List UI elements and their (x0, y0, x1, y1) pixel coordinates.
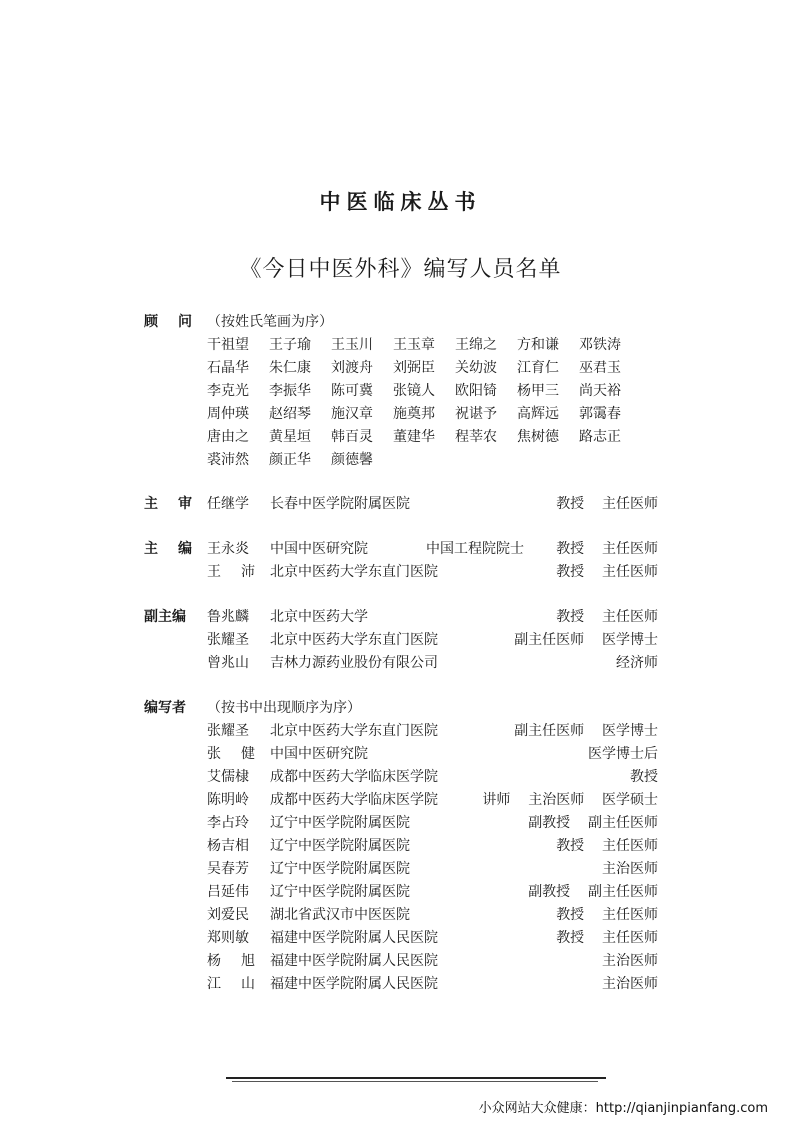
staff-name: 曾兆山 (207, 655, 249, 671)
advisor-name: 韩百灵 (331, 429, 373, 445)
staff-affiliation: 辽宁中医学院附属医院 (270, 815, 410, 831)
advisor-name: 程莘农 (455, 429, 497, 445)
advisors-note: （按姓氏笔画为序） (207, 314, 333, 330)
advisor-name: 刘渡舟 (331, 360, 373, 376)
watermark: 小众网站大众健康：http://qianjinpianfang.com (478, 1101, 768, 1116)
advisor-name: 裘沛然 (207, 452, 249, 468)
staff-name: 张耀圣 (207, 632, 249, 648)
advisor-name: 王玉章 (393, 337, 435, 353)
staff-row (0, 561, 801, 584)
staff-row (0, 493, 801, 516)
staff-row (0, 812, 801, 835)
staff-row (0, 629, 801, 652)
advisor-name: 李克光 (207, 383, 249, 399)
staff-name: 杨吉相 (207, 838, 249, 854)
advisor-row (207, 449, 393, 472)
staff-affiliation: 北京中医药大学东直门医院 (270, 564, 438, 580)
staff-affiliation: 辽宁中医学院附属医院 (270, 861, 410, 877)
staff-name: 张耀圣 (207, 723, 249, 739)
advisor-name: 张镜人 (393, 383, 435, 399)
staff-titles: 主治医师 (602, 861, 658, 877)
staff-row (0, 538, 801, 561)
staff-affiliation: 中国中医研究院 (270, 541, 368, 557)
staff-affiliation: 辽宁中医学院附属医院 (270, 884, 410, 900)
advisor-name: 黄星垣 (269, 429, 311, 445)
advisor-name: 颜德馨 (331, 452, 373, 468)
advisor-name: 赵绍琴 (269, 406, 311, 422)
staff-affiliation: 长春中医学院附属医院 (270, 496, 410, 512)
staff-titles: 副教授 副主任医师 (528, 815, 658, 831)
staff-name: 王永炎 (207, 541, 249, 557)
advisor-name: 干祖望 (207, 337, 249, 353)
advisor-name: 王玉川 (331, 337, 373, 353)
advisor-name: 刘弼臣 (393, 360, 435, 376)
series-title: 中医临床丛书 (319, 190, 482, 214)
advisor-name: 杨甲三 (517, 383, 559, 399)
staff-name: 鲁兆麟 (207, 609, 249, 625)
staff-row (0, 652, 801, 675)
advisor-name: 焦树德 (517, 429, 559, 445)
staff-honor: 中国工程院院士 (426, 541, 524, 557)
advisor-name: 方和谦 (517, 337, 559, 353)
staff-titles: 副主任医师 医学博士 (514, 632, 658, 648)
advisor-name: 郭霭春 (579, 406, 621, 422)
staff-name: 吕延伟 (207, 884, 249, 900)
staff-titles: 主治医师 (602, 953, 658, 969)
staff-row (0, 743, 801, 766)
staff-titles: 讲师 主治医师 医学硕士 (482, 792, 658, 808)
staff-titles: 教授 主任医师 (556, 609, 658, 625)
staff-row (0, 950, 801, 973)
advisor-name: 邓铁涛 (579, 337, 621, 353)
advisor-name: 李振华 (269, 383, 311, 399)
writers-label: 编写者 (144, 700, 186, 716)
advisor-name: 董建华 (393, 429, 435, 445)
staff-name: 刘爱民 (207, 907, 249, 923)
advisor-name: 朱仁康 (269, 360, 311, 376)
footer-rule (226, 1077, 606, 1079)
advisor-name: 石晶华 (207, 360, 249, 376)
staff-affiliation: 成都中医药大学临床医学院 (270, 769, 438, 785)
staff-titles: 教授 主任医师 (556, 564, 658, 580)
advisor-row (207, 334, 641, 357)
staff-name: 任继学 (207, 496, 249, 512)
advisor-name: 施奠邦 (393, 406, 435, 422)
staff-affiliation: 福建中医学院附属人民医院 (270, 930, 438, 946)
advisor-row (207, 357, 641, 380)
advisor-name: 施汉章 (331, 406, 373, 422)
advisor-name: 陈可冀 (331, 383, 373, 399)
staff-row (0, 835, 801, 858)
staff-row (0, 720, 801, 743)
staff-row (0, 927, 801, 950)
advisor-name: 王子瑜 (269, 337, 311, 353)
staff-titles: 教授 主任医师 (556, 838, 658, 854)
book-title: 《今日中医外科》编写人员名单 (239, 257, 562, 282)
advisor-name: 颜正华 (269, 452, 311, 468)
advisors-label: 顾 问 (144, 314, 192, 330)
advisor-name: 江育仁 (517, 360, 559, 376)
advisor-name: 高辉远 (517, 406, 559, 422)
associate-editors-label: 副主编 (144, 609, 186, 625)
staff-affiliation: 辽宁中医学院附属医院 (270, 838, 410, 854)
advisor-name: 关幼波 (455, 360, 497, 376)
advisor-row (207, 380, 641, 403)
staff-affiliation: 成都中医药大学临床医学院 (270, 792, 438, 808)
staff-affiliation: 福建中医学院附属人民医院 (270, 976, 438, 992)
staff-titles: 教授 主任医师 (556, 541, 658, 557)
advisor-name: 路志正 (579, 429, 621, 445)
staff-row (0, 789, 801, 812)
advisor-name: 尚天裕 (579, 383, 621, 399)
staff-titles: 教授 主任医师 (556, 930, 658, 946)
staff-name: 李占玲 (207, 815, 249, 831)
staff-titles: 副主任医师 医学博士 (514, 723, 658, 739)
staff-affiliation: 福建中医学院附属人民医院 (270, 953, 438, 969)
advisor-name: 周仲瑛 (207, 406, 249, 422)
staff-affiliation: 北京中医药大学 (270, 609, 368, 625)
staff-affiliation: 中国中医研究院 (270, 746, 368, 762)
chief-editors-label: 主 编 (144, 541, 192, 557)
staff-row (0, 766, 801, 789)
advisor-name: 王绵之 (455, 337, 497, 353)
staff-titles: 教授 (630, 769, 658, 785)
staff-name: 郑则敏 (207, 930, 249, 946)
staff-row (0, 973, 801, 996)
staff-affiliation: 湖北省武汉市中医医院 (270, 907, 410, 923)
staff-titles: 经济师 (616, 655, 658, 671)
staff-row (0, 858, 801, 881)
staff-name: 陈明岭 (207, 792, 249, 808)
staff-affiliation: 北京中医药大学东直门医院 (270, 723, 438, 739)
staff-name: 艾儒棣 (207, 769, 249, 785)
staff-titles: 教授 主任医师 (556, 496, 658, 512)
advisor-name: 祝谌予 (455, 406, 497, 422)
advisor-name: 唐由之 (207, 429, 249, 445)
staff-name: 吴春芳 (207, 861, 249, 877)
footer-rule-thin (232, 1081, 598, 1082)
staff-row (0, 904, 801, 927)
staff-row (0, 606, 801, 629)
chief-reviewer-label: 主 审 (144, 496, 192, 512)
staff-name: 王沛 (207, 564, 275, 580)
staff-affiliation: 北京中医药大学东直门医院 (270, 632, 438, 648)
staff-row (0, 881, 801, 904)
writers-note: （按书中出现顺序为序） (207, 700, 361, 716)
staff-affiliation: 吉林力源药业股份有限公司 (270, 655, 438, 671)
advisor-name: 欧阳锜 (455, 383, 497, 399)
staff-titles: 医学博士后 (588, 746, 658, 762)
staff-titles: 副教授 副主任医师 (528, 884, 658, 900)
advisor-name: 巫君玉 (579, 360, 621, 376)
staff-titles: 主治医师 (602, 976, 658, 992)
advisor-row (207, 426, 641, 449)
staff-titles: 教授 主任医师 (556, 907, 658, 923)
advisor-row (207, 403, 641, 426)
staff-name: 江山 (207, 976, 275, 992)
staff-name: 杨旭 (207, 953, 275, 969)
staff-name: 张健 (207, 746, 275, 762)
